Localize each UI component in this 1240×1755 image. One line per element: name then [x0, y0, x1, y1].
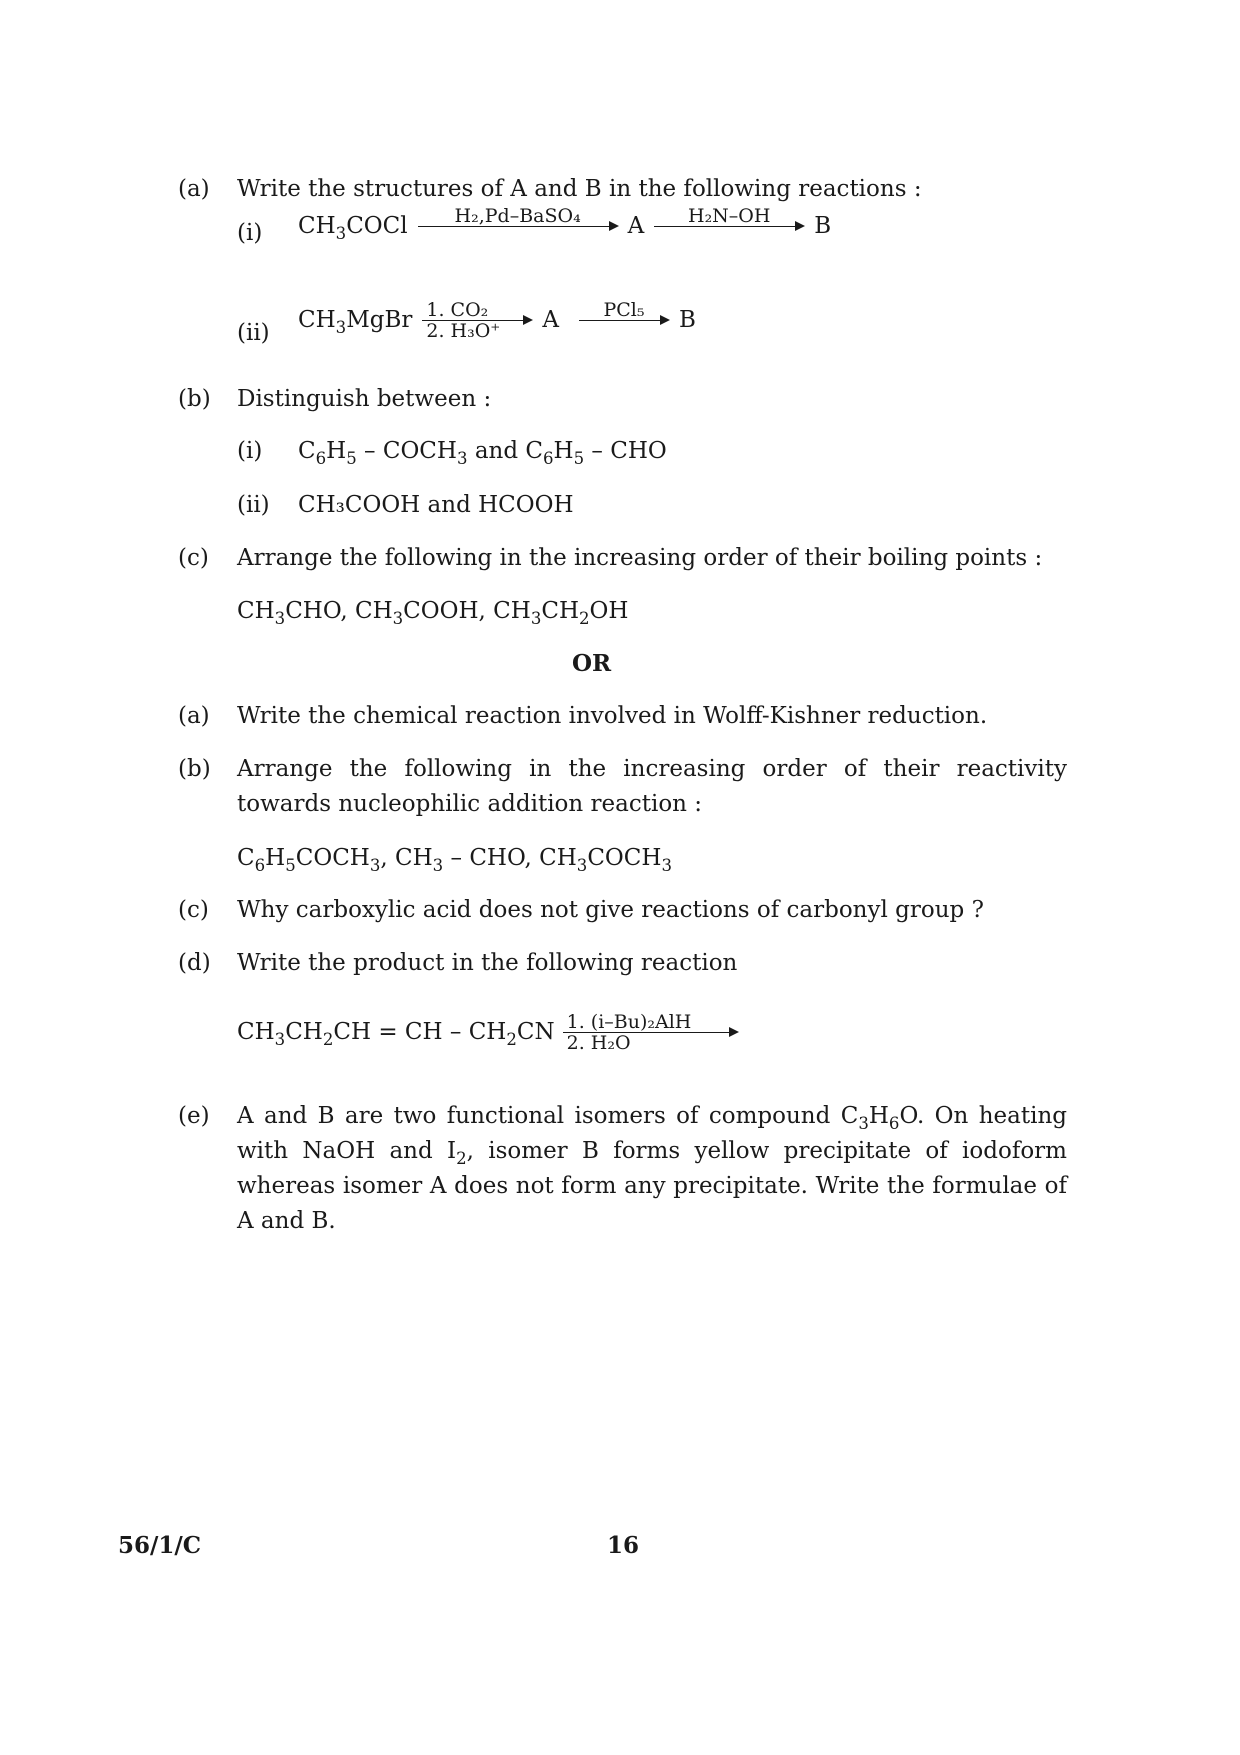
question-e-text: A and B are two functional isomers of compound $C_3H_6O$. On heating with NaOH and $I_2$, isomer B forms yellow precipitate of iodoform whereas isomer A does not form any precipitate. Write the formulae of A and B. — [237, 1103, 1067, 1234]
reaction-arrow — [579, 300, 669, 341]
reactant-formula: $CH_3CH_2CH$ = CH – $CH_2CN$ — [237, 1018, 555, 1049]
arrow-line — [579, 320, 661, 321]
subpart-label-ii: (ii) — [237, 320, 270, 346]
question-a-text: Write the chemical reaction involved in Wolff-Kishner reduction. — [237, 703, 988, 729]
reagent-label: H₂N–OH — [688, 205, 771, 227]
or-divider: OR — [572, 650, 612, 677]
paper-code: 56/1/C — [118, 1532, 202, 1559]
reaction-d — [237, 1012, 738, 1053]
question-label-b: (b) — [178, 756, 211, 782]
arrow-line — [418, 226, 610, 227]
and-word: and — [474, 438, 519, 464]
distinguish-pair-ii: CH₃COOH and HCOOH — [298, 492, 574, 518]
page-number: 16 — [607, 1532, 640, 1559]
arrow-line — [422, 320, 524, 321]
reactant-formula: $CH_3MgBr$ — [298, 306, 413, 337]
subpart-label-i: (i) — [237, 220, 263, 246]
reagent-label: 2. H₂O — [566, 1032, 631, 1054]
question-label-c: (c) — [178, 545, 209, 571]
question-label-e: (e) — [178, 1103, 210, 1129]
question-b-text: Arrange the following in the increasing order of their reactivity towards nucleophilic addition reaction : — [237, 756, 1067, 817]
question-label-a: (a) — [178, 703, 210, 729]
question-b-text: Distinguish between : — [237, 386, 492, 412]
reagent-label: 1. (i–Bu)₂AlH — [566, 1011, 692, 1033]
reaction-arrow — [418, 206, 618, 247]
arrow-line — [563, 1032, 730, 1033]
reaction-arrow — [422, 300, 532, 341]
product-label: B — [678, 306, 696, 333]
question-d-text: Write the product in the following reaction — [237, 950, 738, 976]
arrow-line — [654, 226, 796, 227]
question-a-text: Write the structures of A and B in the following reactions : — [237, 176, 922, 202]
reaction-ii — [298, 300, 696, 341]
product-label: B — [814, 212, 832, 239]
reagent-label: H₂,Pd–BaSO₄ — [454, 205, 581, 227]
question-c-text: Why carboxylic acid does not give reactions of carbonyl group ? — [237, 897, 984, 923]
product-label: A — [627, 212, 645, 239]
reagent-label: PCl₅ — [603, 299, 645, 321]
subpart-label-ii: (ii) — [237, 492, 270, 518]
distinguish-pair-i: $C_6H_5$ – $COCH_3$ and $C_6H_5$ – CHO — [298, 438, 667, 468]
compound-list: $CH_3CHO$, $CH_3COOH$, $CH_3CH_2OH$ — [237, 598, 629, 628]
reaction-i — [298, 206, 831, 247]
question-label-b: (b) — [178, 386, 211, 412]
product-label: A — [542, 306, 559, 333]
question-label-d: (d) — [178, 950, 211, 976]
reaction-arrow — [654, 206, 804, 247]
question-c-text: Arrange the following in the increasing order of their boiling points : — [237, 545, 1043, 571]
reagent-label: 2. H₃O⁺ — [426, 320, 501, 342]
reaction-arrow — [563, 1012, 738, 1053]
reactant-formula: $CH_3COCl$ — [298, 212, 408, 243]
subpart-label-i: (i) — [237, 438, 263, 464]
compound-list: $C_6H_5COCH_3$, $CH_3$ – CHO, $CH_3COCH_3$ — [237, 845, 672, 875]
question-label-a: (a) — [178, 176, 210, 202]
reagent-label: 1. CO₂ — [426, 299, 489, 321]
question-label-c: (c) — [178, 897, 209, 923]
